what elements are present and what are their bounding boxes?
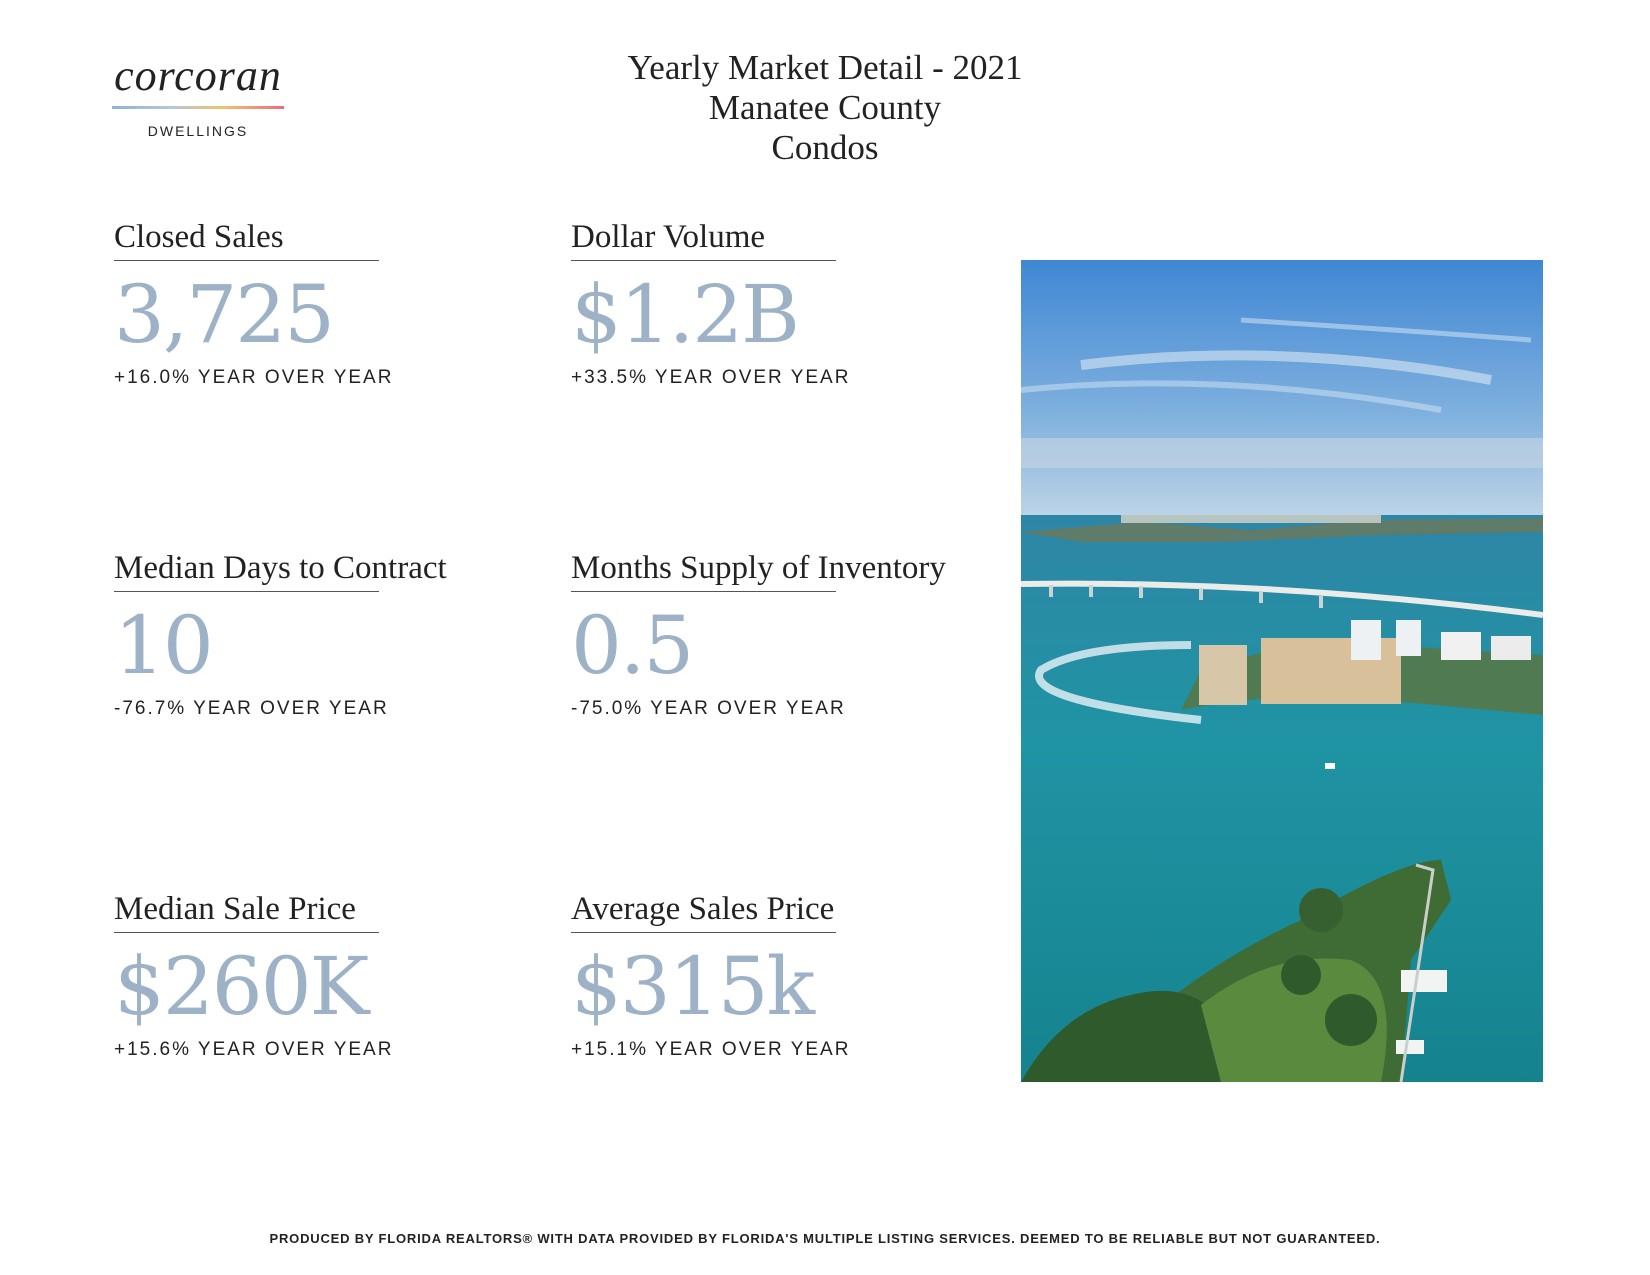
brand-name: corcoran	[114, 51, 282, 100]
stat-months-supply	[571, 547, 946, 720]
title-line-1: Yearly Market Detail - 2021	[627, 48, 1023, 87]
stat-divider	[571, 260, 836, 261]
stat-median-days-to-contract	[114, 547, 474, 720]
stat-change: +16.0% YEAR OVER YEAR	[114, 367, 394, 388]
brand-logo	[112, 52, 284, 139]
brand-subtitle: DWELLINGS	[147, 123, 249, 139]
stat-label: Median Sale Price	[114, 891, 356, 927]
stat-value: 10	[114, 599, 212, 692]
stat-label: Median Days to Contract	[114, 550, 447, 586]
stat-closed-sales	[114, 216, 474, 389]
stat-divider	[114, 260, 379, 261]
title-line-2: Manatee County	[708, 88, 942, 127]
stat-label: Months Supply of Inventory	[571, 550, 946, 586]
aerial-photo-illustration	[1021, 260, 1543, 1082]
stat-change: +33.5% YEAR OVER YEAR	[571, 367, 851, 388]
page-title	[560, 48, 1090, 168]
footer-disclaimer: PRODUCED BY FLORIDA REALTORS® WITH DATA PROVIDED BY FLORIDA'S MULTIPLE LISTING SERVICES. DEEMED TO BE RELIABLE BUT NOT GUARANTEED.	[269, 1231, 1381, 1246]
stat-change: +15.6% YEAR OVER YEAR	[114, 1039, 394, 1060]
stat-median-sale-price	[114, 888, 474, 1061]
stat-value: $1.2B	[571, 268, 798, 361]
stat-divider	[571, 591, 836, 592]
stat-value: 3,725	[114, 268, 334, 361]
stat-label: Closed Sales	[114, 219, 284, 255]
stat-change: +15.1% YEAR OVER YEAR	[571, 1039, 851, 1060]
stat-divider	[571, 932, 836, 933]
aerial-waterfront-photo	[1021, 260, 1543, 1082]
stat-value: $260K	[114, 940, 368, 1033]
stat-divider	[114, 591, 379, 592]
stat-change: -76.7% YEAR OVER YEAR	[114, 698, 389, 719]
stat-divider	[114, 932, 379, 933]
stat-average-sales-price	[571, 888, 931, 1061]
stat-label: Dollar Volume	[571, 219, 766, 255]
stat-change: -75.0% YEAR OVER YEAR	[571, 698, 846, 719]
stat-label: Average Sales Price	[571, 891, 835, 927]
title-line-3: Condos	[771, 128, 879, 167]
brand-gradient-rule	[112, 106, 284, 109]
stat-dollar-volume	[571, 216, 931, 389]
stat-value: $315k	[571, 940, 814, 1033]
stat-value: 0.5	[571, 599, 693, 692]
